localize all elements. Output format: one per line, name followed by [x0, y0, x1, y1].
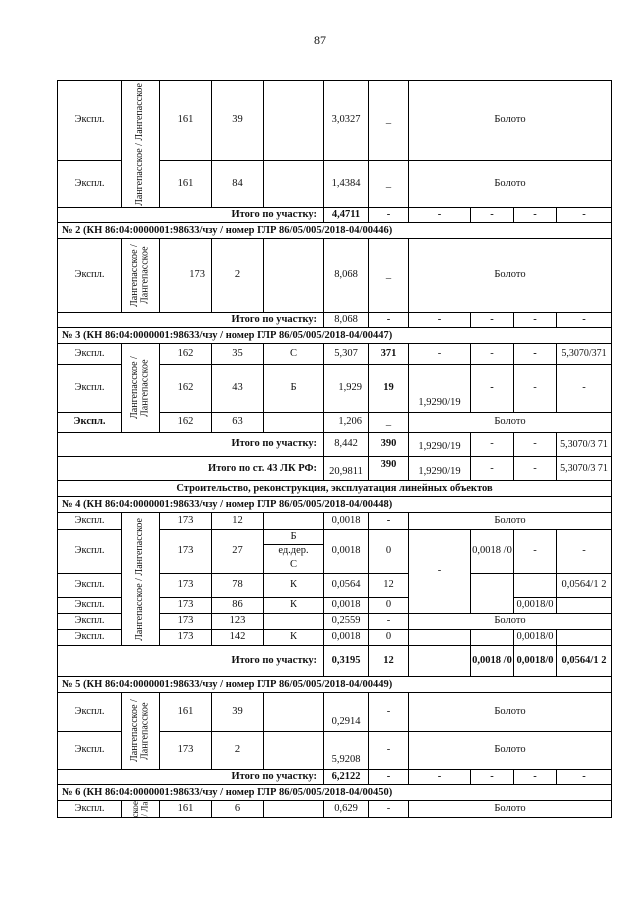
vydel-cell: 6: [211, 801, 263, 817]
land-type-cell: Болото: [408, 693, 611, 731]
total-col: -: [513, 207, 556, 223]
kvartal-cell: 161: [159, 693, 211, 731]
volume-cell: -: [368, 731, 408, 769]
land-type-cell: Болото: [408, 513, 611, 529]
volume-cell: 12: [368, 573, 408, 597]
kvartal-cell: 162: [159, 364, 211, 412]
species-cell: [263, 693, 323, 731]
volume-cell: -: [368, 613, 408, 629]
total-label: Итого по участку:: [58, 312, 323, 328]
total-label: Итого по участку:: [58, 207, 323, 223]
volume-cell: 0: [368, 597, 408, 613]
land-type-cell: Болото: [408, 731, 611, 769]
vydel-cell: 27: [211, 529, 263, 573]
vydel-cell: 2: [211, 239, 263, 312]
section-1: [58, 81, 611, 223]
col-4: [556, 629, 611, 645]
vydel-cell: 78: [211, 573, 263, 597]
article-total-area: 20,9811: [323, 456, 368, 481]
vydel-cell: 12: [211, 513, 263, 529]
area-cell: 0,0018: [323, 513, 368, 529]
vydel-cell: 39: [211, 81, 263, 160]
row-type: Экспл.: [58, 731, 121, 769]
species-cell: [263, 513, 323, 529]
volume-cell: -: [368, 801, 408, 817]
species-cell: [263, 160, 323, 207]
total-volume: -: [368, 769, 408, 785]
page-number: 87: [314, 33, 326, 47]
land-type-cell: Болото: [408, 801, 611, 817]
vydel-cell: 123: [211, 613, 263, 629]
col-2: -: [470, 364, 513, 412]
area-cell: 0,629: [323, 801, 368, 817]
kvartal-cell: 173: [159, 597, 211, 613]
volume-cell: 0: [368, 629, 408, 645]
total-col: -: [470, 769, 513, 785]
row-type: Экспл.: [74, 347, 105, 359]
total-col: 0,0018/0: [513, 645, 556, 677]
vydel-cell: 63: [211, 412, 263, 432]
area-cell: 0,0018: [323, 529, 368, 573]
locality-cell: [121, 801, 159, 817]
area-cell: 5,9208: [323, 731, 368, 769]
col-3: -: [513, 364, 556, 412]
vydel-cell: 142: [211, 629, 263, 645]
land-type-cell: Болото: [408, 412, 611, 432]
volume-cell: _: [368, 412, 408, 432]
total-volume: 390: [368, 432, 408, 456]
volume-cell: -: [368, 693, 408, 731]
total-col: -: [513, 769, 556, 785]
species-cell: ед.дер.: [263, 544, 323, 558]
col-3: 0,0018/0: [513, 629, 556, 645]
section-3: [58, 344, 611, 481]
species-cell: [263, 81, 323, 160]
row-type: Экспл.: [58, 364, 121, 412]
kvartal-cell: 173: [159, 613, 211, 629]
volume-cell: _: [368, 239, 408, 312]
section-2-heading: № 2 (КН 86:04:0000001:98633/чзу / номер ГЛР 86/05/005/2018-04/00446): [58, 223, 611, 239]
area-cell: 1,206: [323, 412, 368, 432]
area-cell: 1,4384: [323, 160, 368, 207]
kvartal-cell: 173: [159, 629, 211, 645]
row-type: Экспл.: [58, 613, 121, 629]
total-label: Итого по участку:: [58, 645, 323, 677]
col-4: -: [556, 529, 611, 573]
col-2: -: [470, 344, 513, 364]
col-4: 5,3070/371: [556, 344, 611, 364]
row-type: Экспл.: [74, 114, 105, 126]
volume-cell: _: [368, 160, 408, 207]
volume-cell: -: [368, 513, 408, 529]
col-2: 0,0018 /0: [470, 529, 513, 573]
kvartal-cell: 161: [159, 81, 211, 160]
row-type: Экспл.: [58, 573, 121, 597]
locality-cell: [121, 344, 159, 432]
area-cell: 1,929: [323, 364, 368, 412]
volume-cell: _: [368, 81, 408, 160]
vydel-cell: 84: [211, 160, 263, 207]
volume-cell: 371: [368, 344, 408, 364]
col-3: -: [513, 529, 556, 573]
col-3: -: [513, 344, 556, 364]
total-area: 6,2122: [323, 769, 368, 785]
article-total-col: 5,3070/3 71: [556, 456, 611, 481]
total-area: 0,3195: [323, 645, 368, 677]
section-3-heading: № 3 (КН 86:04:0000001:98633/чзу / номер ГЛР 86/05/005/2018-04/00447): [58, 328, 611, 344]
vydel-cell: 39: [211, 693, 263, 731]
col-3: [513, 573, 556, 597]
locality-cell: [121, 693, 159, 769]
forest-plot-table: [57, 80, 612, 818]
row-type: Экспл.: [58, 597, 121, 613]
locality-label: Лангепасское / Лангепасское: [129, 244, 151, 307]
col-4: -: [556, 364, 611, 412]
total-area: 4,4711: [323, 207, 368, 223]
kvartal-cell: 173: [159, 731, 211, 769]
section-4: [58, 513, 611, 677]
article-total-volume: 390: [368, 456, 408, 481]
col-1: 1,9290/19: [408, 364, 470, 412]
vydel-cell: 43: [211, 364, 263, 412]
total-col: -: [470, 207, 513, 223]
area-cell: 0,2914: [323, 693, 368, 731]
article-total-col: 1,9290/19: [408, 456, 470, 481]
locality-cell: [121, 513, 159, 645]
col-4: 0,0564/1 2: [556, 573, 611, 597]
row-type: Экспл.: [74, 705, 105, 717]
col-1: -: [408, 529, 470, 613]
land-type-cell: Болото: [408, 81, 611, 160]
land-type-cell: Болото: [408, 160, 611, 207]
total-col: -: [513, 432, 556, 456]
total-volume: -: [368, 207, 408, 223]
section-6-heading: № 6 (КН 86:04:0000001:98633/чзу / номер ГЛР 86/05/005/2018-04/00450): [58, 785, 611, 801]
locality-cell: [121, 81, 159, 207]
locality-label: Лангепасское / Лангепасское: [129, 356, 151, 420]
total-col: [408, 645, 470, 677]
col-1: -: [408, 344, 470, 364]
kvartal-cell: 162: [159, 344, 211, 364]
kvartal-cell: 161: [159, 160, 211, 207]
total-area: 8,442: [323, 432, 368, 456]
locality-label: Лангепасское / Лангепасское: [134, 82, 146, 206]
section-5: [58, 693, 611, 785]
species-cell: Б: [263, 529, 323, 544]
species-cell: К: [263, 573, 323, 597]
kvartal-cell: 173: [159, 529, 211, 573]
kvartal-cell: 173: [159, 513, 211, 529]
total-volume: -: [368, 312, 408, 328]
volume-cell: 19: [368, 364, 408, 412]
kvartal-cell: 162: [159, 412, 211, 432]
species-cell: Б: [263, 364, 323, 412]
kvartal-cell: 173: [159, 573, 211, 597]
total-col: -: [408, 769, 470, 785]
total-area: 8,068: [323, 312, 368, 328]
species-cell: [263, 239, 323, 312]
section-4-heading: № 4 (КН 86:04:0000001:98633/чзу / номер ГЛР 86/05/005/2018-04/00448): [58, 497, 611, 513]
col-1: [408, 629, 470, 645]
row-type: Экспл.: [58, 412, 121, 432]
species-cell: [263, 412, 323, 432]
total-col: -: [470, 312, 513, 328]
locality-label: Лангепасское / Лангепасское: [134, 517, 146, 641]
locality-cell: [121, 239, 159, 312]
row-type: Экспл.: [74, 269, 105, 281]
section-6: [58, 801, 611, 817]
total-col: 5,3070/3 71: [556, 432, 611, 456]
total-label: Итого по участку:: [58, 432, 323, 456]
construction-heading: Строительство, реконструкция, эксплуатация линейных объектов: [58, 481, 611, 497]
area-cell: 5,307: [323, 344, 368, 364]
species-cell: [263, 731, 323, 769]
row-type: Экспл.: [58, 629, 121, 645]
vydel-cell: 86: [211, 597, 263, 613]
total-col: -: [470, 432, 513, 456]
total-col: -: [556, 312, 611, 328]
species-cell: К: [263, 629, 323, 645]
col-2: [470, 629, 513, 645]
species-cell: [263, 613, 323, 629]
total-col: 0,0564/1 2: [556, 645, 611, 677]
total-col: -: [513, 312, 556, 328]
area-cell: 0,2559: [323, 613, 368, 629]
col-4: [556, 597, 611, 613]
vydel-cell: 35: [211, 344, 263, 364]
total-col: 0,0018 /0: [470, 645, 513, 677]
total-col: -: [408, 312, 470, 328]
article-total-col: -: [470, 456, 513, 481]
section-5-heading: № 5 (КН 86:04:0000001:98633/чзу / номер ГЛР 86/05/005/2018-04/00449): [58, 677, 611, 693]
area-cell: 0,0564: [323, 573, 368, 597]
row-type: Экспл.: [74, 514, 105, 526]
area-cell: 8,068: [323, 239, 368, 312]
total-col: -: [556, 207, 611, 223]
row-type: Экспл.: [74, 802, 105, 814]
area-cell: 3,0327: [323, 81, 368, 160]
kvartal-cell: 161: [159, 801, 211, 817]
article-total-col: -: [513, 456, 556, 481]
species-cell: [263, 801, 323, 817]
total-label: Итого по участку:: [58, 769, 323, 785]
area-cell: 0,0018: [323, 629, 368, 645]
species-cell: К: [263, 597, 323, 613]
row-type: Экспл.: [58, 160, 121, 207]
total-col: -: [408, 207, 470, 223]
total-col: -: [556, 769, 611, 785]
species-cell: С: [263, 344, 323, 364]
locality-label: ское / Ла: [130, 801, 150, 817]
volume-cell: 0: [368, 529, 408, 573]
vydel-cell: 2: [211, 731, 263, 769]
article-total-label: Итого по ст. 43 ЛК РФ:: [58, 456, 323, 481]
kvartal-cell: 173: [159, 239, 211, 312]
species-cell: С: [263, 558, 323, 573]
land-type-cell: Болото: [408, 239, 611, 312]
land-type-cell: Болото: [408, 613, 611, 629]
total-volume: 12: [368, 645, 408, 677]
col-2: [470, 573, 513, 613]
total-col: 1,9290/19: [408, 432, 470, 456]
locality-label: Лангепасское / Лангепасское: [129, 699, 151, 763]
area-cell: 0,0018: [323, 597, 368, 613]
col-3: 0,0018/0: [513, 597, 556, 613]
row-type: Экспл.: [58, 529, 121, 573]
section-2: [58, 239, 611, 328]
